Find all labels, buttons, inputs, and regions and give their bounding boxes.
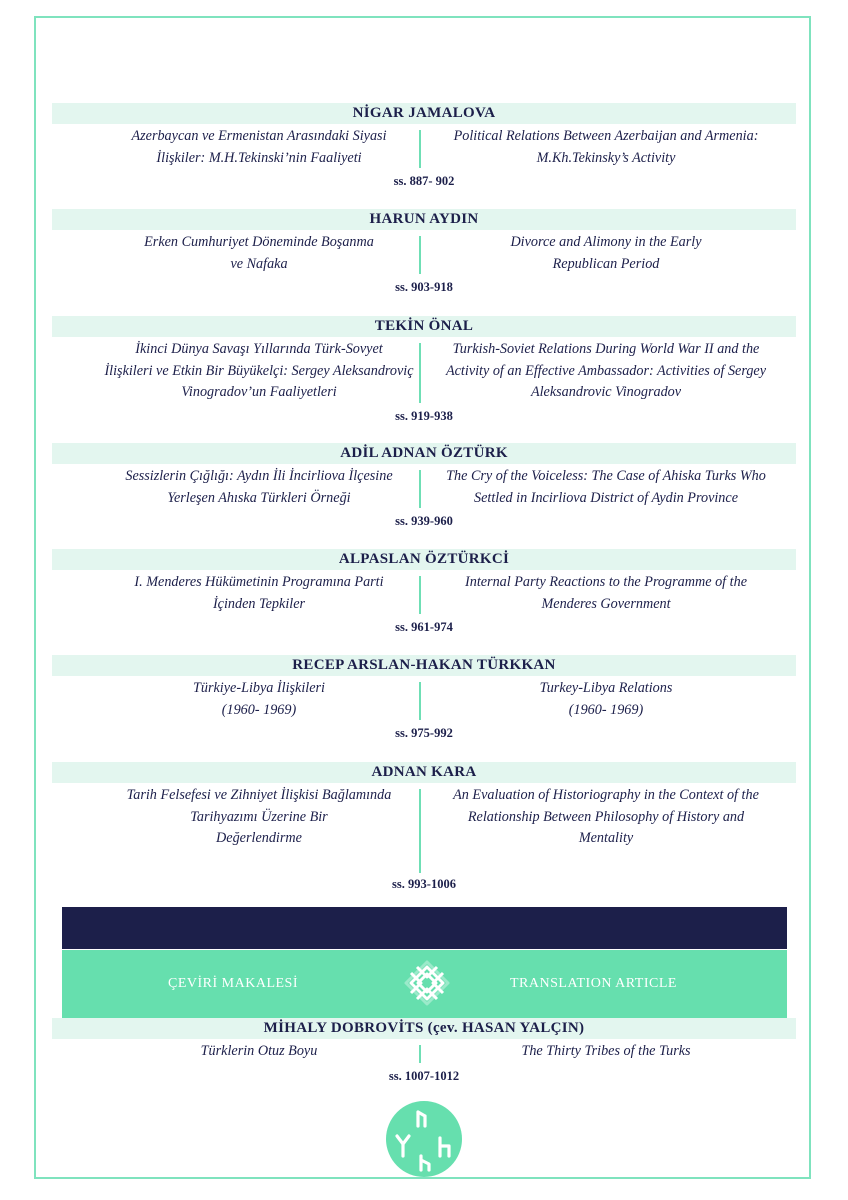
turkish-title[interactable] (94, 126, 424, 169)
title-line: An Evaluation of Historiography in the Context of the (453, 787, 759, 803)
title-line: The Thirty Tribes of the Turks (521, 1043, 691, 1059)
turkish-title[interactable] (94, 339, 424, 404)
title-line: Relationship Between Philosophy of History and (467, 808, 745, 825)
article-titles (52, 466, 796, 512)
turkish-title[interactable] (94, 678, 424, 721)
column-divider (419, 343, 421, 403)
turkish-title[interactable] (94, 1041, 424, 1063)
turkish-title[interactable] (94, 466, 424, 509)
title-line: Political Relations Between Azerbaijan and Armenia: (453, 128, 759, 144)
page-range: ss. 887- 902 (393, 174, 455, 188)
english-title[interactable] (432, 678, 780, 721)
author-name: ALPASLAN ÖZTÜRKCİ (52, 549, 796, 570)
title-line: İçinden Tepkiler (212, 595, 306, 612)
english-title[interactable] (432, 466, 780, 509)
article-entry (52, 549, 796, 635)
article-entry (52, 762, 796, 892)
title-line: Tarihyazımı Üzerine Bir (190, 808, 328, 825)
turkish-title[interactable] (94, 232, 424, 275)
article-entry (52, 316, 796, 424)
title-line: The Cry of the Voiceless: The Case of Ahiska Turks Who (446, 468, 766, 484)
title-line: Vinogradov’un Faaliyetleri (181, 384, 337, 400)
article-titles (52, 126, 796, 172)
title-line: Internal Party Reactions to the Programme of the (465, 574, 747, 590)
author-name: TEKİN ÖNAL (52, 316, 796, 337)
title-line: Mentality (578, 830, 634, 846)
article-titles (52, 678, 796, 724)
title-line: Aleksandrovic Vinogradov (530, 384, 682, 400)
article-entry (52, 443, 796, 529)
column-divider (419, 470, 421, 508)
title-line: Türklerin Otuz Boyu (200, 1043, 318, 1059)
title-line: İlişkiler: M.H.Tekinski’nin Faaliyeti (156, 149, 362, 166)
english-title[interactable] (432, 339, 780, 404)
author-name: HARUN AYDIN (52, 209, 796, 230)
page-range: ss. 1007-1012 (388, 1069, 460, 1083)
author-name: ADİL ADNAN ÖZTÜRK (52, 443, 796, 464)
turkish-title[interactable] (94, 785, 424, 850)
article-titles (52, 572, 796, 618)
author-name: RECEP ARSLAN-HAKAN TÜRKKAN (52, 655, 796, 676)
page-range: ss. 919-938 (395, 409, 453, 423)
title-line: Activity of an Effective Ambassador: Activities of Sergey (445, 362, 767, 379)
title-line: Republican Period (552, 255, 660, 272)
english-title[interactable] (432, 126, 780, 169)
page-range: ss. 961-974 (395, 620, 453, 634)
page-range: ss. 993-1006 (392, 877, 456, 891)
column-divider (419, 576, 421, 614)
translation-section-banner (62, 950, 787, 1020)
english-title[interactable] (432, 572, 780, 615)
title-line: Turkish-Soviet Relations During World War II and the (452, 341, 760, 357)
title-line: Menderes Government (541, 595, 671, 612)
article-entry (52, 655, 796, 741)
article-entry (52, 209, 796, 295)
english-title[interactable] (432, 785, 780, 850)
title-line: (1960- 1969) (568, 701, 644, 718)
title-line: Settled in Incirliova District of Aydin Province (474, 489, 738, 506)
page-range: ss. 903-918 (395, 280, 453, 294)
article-titles (52, 785, 796, 853)
title-line: M.Kh.Tekinsky’s Activity (536, 149, 676, 166)
turkish-title[interactable] (94, 572, 424, 615)
runic-seal-logo (385, 1100, 463, 1178)
title-line: Erken Cumhuriyet Döneminde Boşanma (144, 234, 374, 250)
author-name: ADNAN KARA (52, 762, 796, 783)
title-line: Değerlendirme (216, 830, 302, 846)
title-line: Divorce and Alimony in the Early (510, 234, 702, 250)
title-line: Türkiye-Libya İlişkileri (193, 680, 325, 696)
knot-ornament-icon (403, 959, 451, 1011)
column-divider (419, 1045, 421, 1063)
english-title[interactable] (432, 232, 780, 275)
translation-entry (52, 1018, 796, 1084)
translation-label-en: TRANSLATION ARTICLE (510, 976, 677, 991)
title-line: İlişkileri ve Etkin Bir Büyükelçi: Sergey Aleksandroviç (104, 362, 414, 379)
article-titles (52, 339, 796, 407)
section-navy-band (62, 907, 787, 949)
article-titles (52, 1041, 796, 1067)
title-line: I. Menderes Hükümetinin Programına Parti (134, 574, 384, 590)
column-divider (419, 789, 421, 873)
column-divider (419, 130, 421, 168)
article-entry (52, 103, 796, 189)
author-name: NİGAR JAMALOVA (52, 103, 796, 124)
title-line: Yerleşen Ahıska Türkleri Örneği (167, 489, 351, 506)
title-line: ve Nafaka (230, 255, 288, 272)
page-range: ss. 939-960 (395, 514, 453, 528)
article-titles (52, 232, 796, 278)
column-divider (419, 682, 421, 720)
translation-label-tr: ÇEVİRİ MAKALESİ (168, 976, 298, 991)
title-line: Sessizlerin Çığlığı: Aydın İli İncirliova İlçesine (125, 468, 393, 484)
title-line: Turkey-Libya Relations (539, 680, 673, 696)
title-line: (1960- 1969) (221, 701, 297, 718)
column-divider (419, 236, 421, 274)
title-line: Tarih Felsefesi ve Zihniyet İlişkisi Bağlamında (126, 787, 392, 803)
title-line: İkinci Dünya Savaşı Yıllarında Türk-Sovyet (135, 341, 383, 357)
page-range: ss. 975-992 (395, 726, 453, 740)
english-title[interactable] (432, 1041, 780, 1063)
title-line: Azerbaycan ve Ermenistan Arasındaki Siyasi (131, 128, 387, 144)
author-name: MİHALY DOBROVİTS (çev. HASAN YALÇIN) (52, 1018, 796, 1039)
